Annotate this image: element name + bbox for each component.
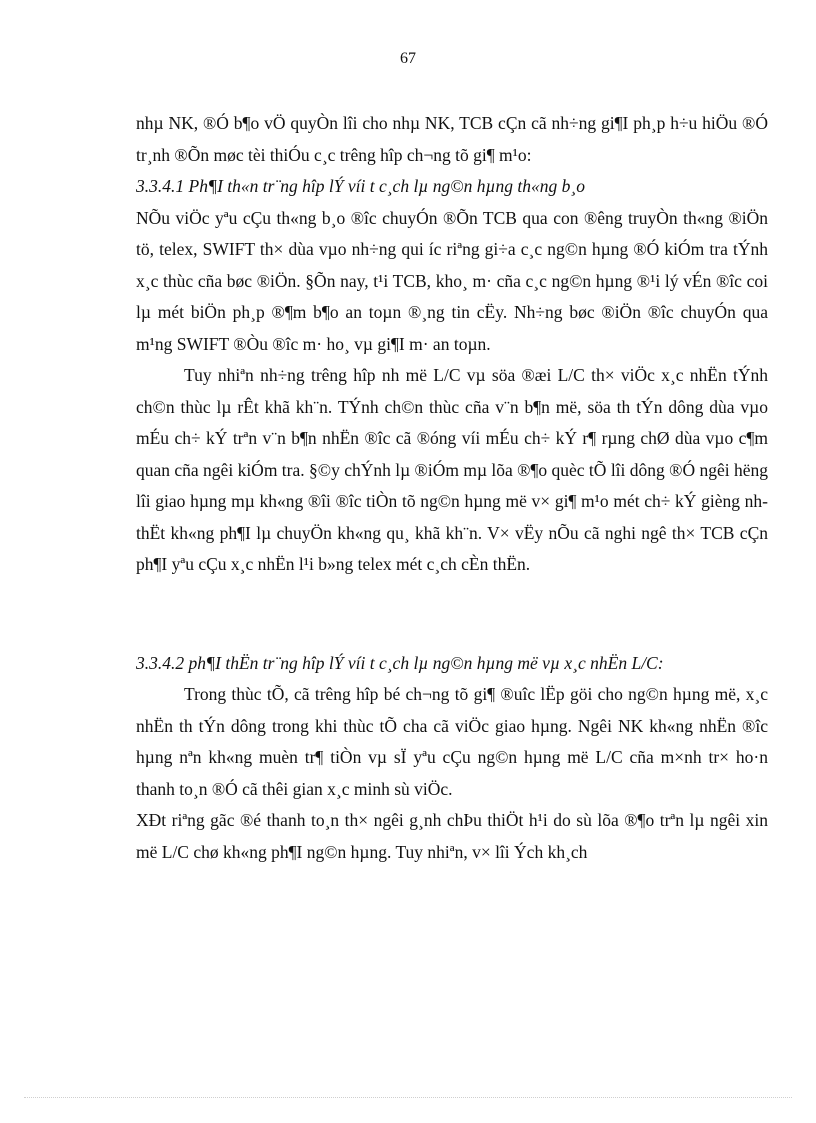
- page-number: 67: [400, 50, 416, 67]
- body-paragraph: XÐt riªng gãc ®é thanh to¸n th× ngêi g¸nh chÞu thiÖt h¹i do sù lõa ®¶o trªn lµ ngêi xin më L/C chø kh«ng ph¶I ng©n hµng. Tuy nhiªn, v× lîi Ých kh¸ch: [136, 810, 768, 862]
- page-bottom-rule: [24, 1097, 792, 1098]
- body-paragraph: Tuy nhiªn nh÷ng trêng hîp nh më L/C vµ söa ®æi L/C th× viÖc x¸c nhËn tÝnh ch©n thùc lµ rÊt khã kh¨n. TÝnh ch©n thùc cña v¨n b¶n më, söa th tÝn dông dùa vµo mÉu ch÷ kÝ trªn v¨n b¶n nhËn ®îc cã ®óng víi mÉu ch÷ kÝ r¶ rµng chØ dùa vµo c¶m quan cña ngêi kiÓm tra. §©y chÝnh lµ ®iÓm mµ lõa ®¶o quèc tÕ lîi dông ®Ó ngêi hëng lîi giao hµng mµ kh«ng ®îi ®îc tiÒn tõ ng©n hµng më v× gi¶ m¹o mét ch÷ kÝ gièng nh thËt kh«ng ph¶I lµ chuyÖn kh«ng qu¸ khã kh¨n. V× vËy nÕu cã nghi ngê th× TCB cÇn ph¶I yªu cÇu x¸c nhËn l¹i b»ng telex mét c¸ch cÈn thËn.: [136, 365, 768, 574]
- section-heading: 3.3.4.2 ph¶I thËn tr¨ng hîp lÝ víi t c¸ch lµ ng©n hµng më vµ x¸c nhËn L/C:: [136, 652, 664, 673]
- body-paragraph: Trong thùc tÕ, cã trêng hîp bé ch¬ng tõ gi¶ ®uîc lËp göi cho ng©n hµng më, x¸c nhËn th tÝn dông trong khi thùc tÕ cha cã viÖc giao hµng. Ngêi NK kh«ng nhËn ®îc hµng nªn kh«ng muèn tr¶ tiÒn vµ sÏ yªu cÇu ng©n hµng më L/C cña m×nh tr× ho·n thanh to¸n ®Ó cã thêi gian x¸c minh sù viÖc.: [136, 684, 768, 799]
- document-body: [136, 108, 768, 868]
- body-paragraph: nhµ NK, ®Ó b¶o vÖ quyÒn lîi cho nhµ NK, TCB cÇn cã nh÷ng gi¶I ph¸p h÷u hiÖu ®Ó tr¸nh ®Õn møc tèi thiÓu c¸c trêng hîp ch¬ng tõ gi¶ m¹o:: [136, 113, 768, 165]
- body-paragraph: NÕu viÖc yªu cÇu th«ng b¸o ®îc chuyÓn ®Õn TCB qua con ®êng truyÒn th«ng ®iÖn tö, telex, SWIFT th× dùa vµo nh÷ng qui íc riªng gi÷a c¸c ng©n hµng ®Ó kiÓm tra tÝnh x¸c thùc cña bøc ®iÖn. §Õn nay, t¹i TCB, kho¸ m· cña c¸c ng©n hµng ®¹i lý vÉn ®îc coi lµ mét biÖn ph¸p ®¶m b¶o an toµn ®¸ng tin cËy. Nh÷ng bøc ®iÖn ®îc chuyÓn qua m¹ng SWIFT ®Òu ®îc m· ho¸ vµ gi¶I m· an toµn.: [136, 207, 768, 354]
- paragraph-spacer: [136, 598, 768, 630]
- section-heading: 3.3.4.1 Ph¶I th«n tr¨ng hîp lÝ víi t c¸ch lµ ng©n hµng th«ng b¸o: [136, 176, 585, 196]
